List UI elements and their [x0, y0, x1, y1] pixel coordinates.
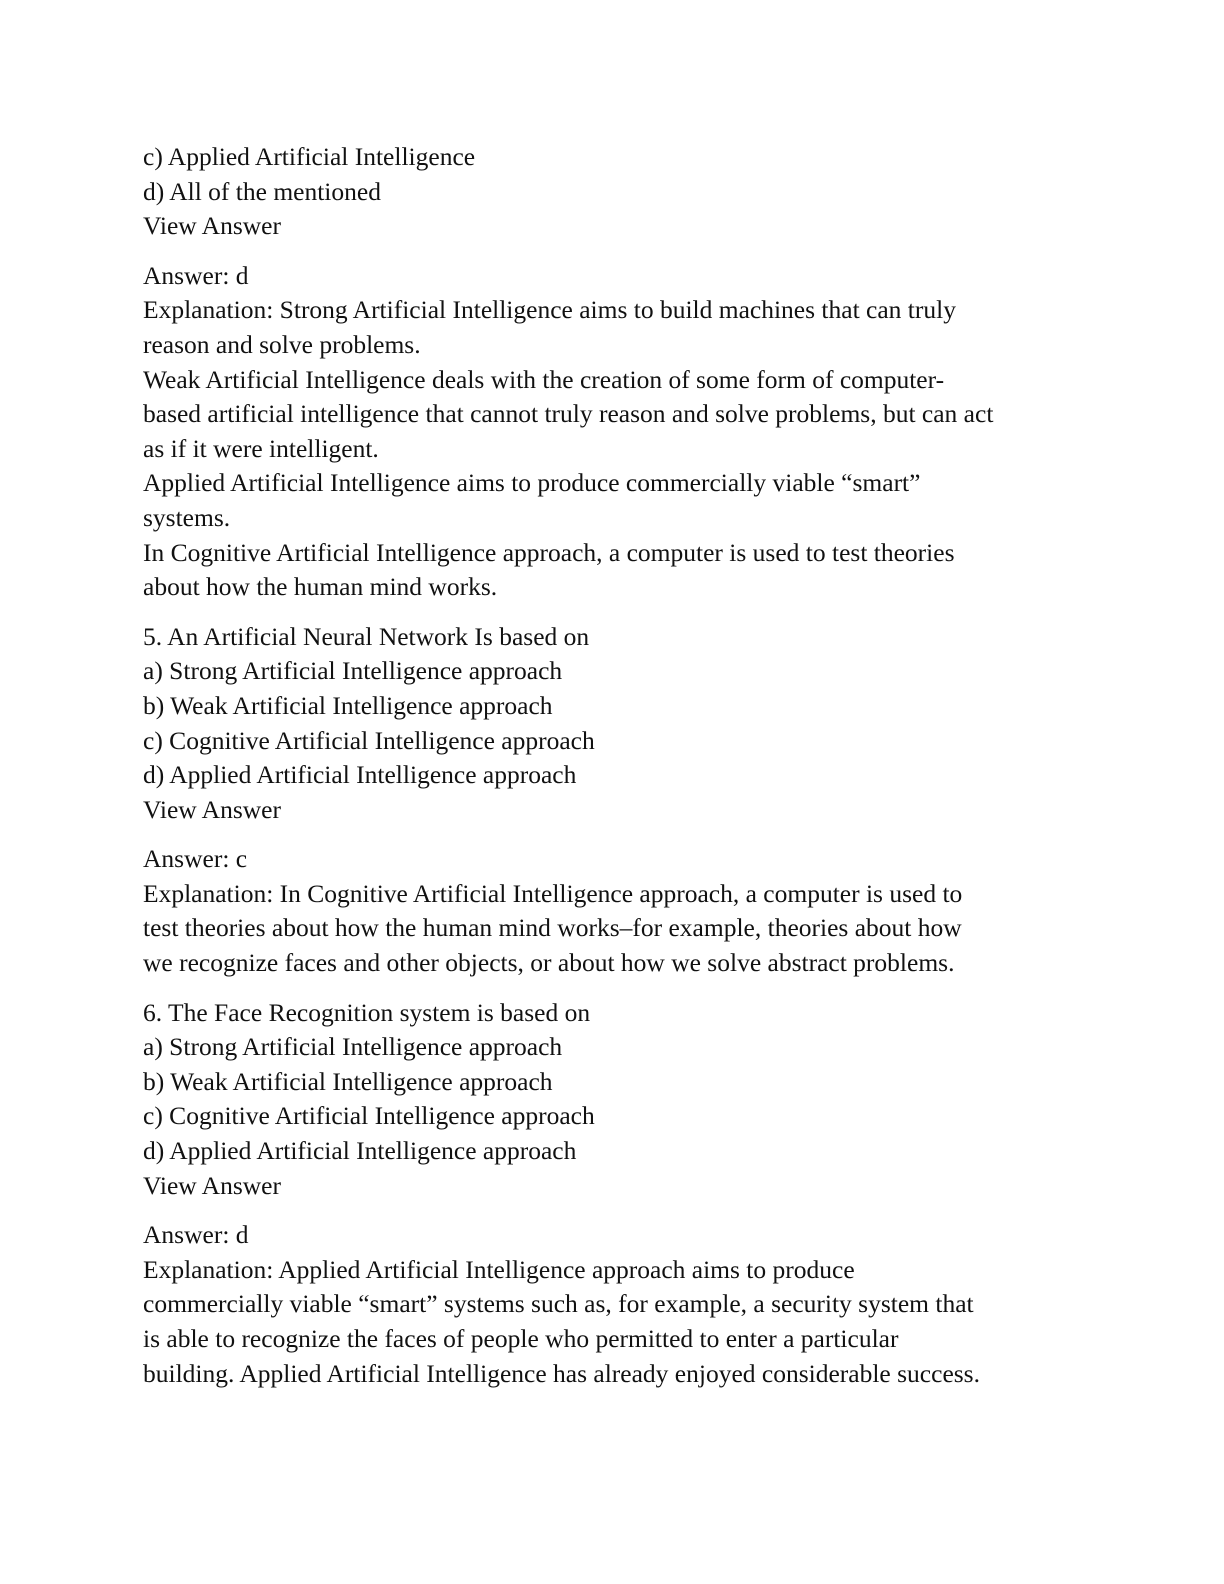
option-d: d) All of the mentioned [143, 176, 381, 206]
explanation-line: about how the human mind works. [143, 572, 498, 602]
explanation-line: reason and solve problems. [143, 329, 421, 359]
view-answer-link[interactable]: View Answer [143, 794, 281, 824]
option-a: a) Strong Artificial Intelligence approach [143, 656, 563, 686]
explanation-line: commercially viable “smart” systems such as, for example, a security system that [143, 1289, 974, 1319]
option-a: a) Strong Artificial Intelligence approach [143, 1032, 563, 1062]
explanation-line: Applied Artificial Intelligence aims to produce commercially viable “smart” [143, 468, 921, 498]
explanation-line: based artificial intelligence that cannot truly reason and solve problems, but can act [143, 399, 994, 429]
answer-text: Answer: d [143, 260, 249, 290]
explanation-line: Explanation: Applied Artificial Intelligence approach aims to produce [143, 1254, 855, 1284]
option-c: c) Cognitive Artificial Intelligence approach [143, 1101, 595, 1131]
document-page [143, 140, 1078, 1391]
explanation-line: Explanation: In Cognitive Artificial Intelligence approach, a computer is used to [143, 878, 963, 908]
question-block-6 [143, 996, 1078, 1204]
view-answer-link[interactable]: View Answer [143, 211, 281, 241]
answer-block-5 [143, 842, 1078, 980]
option-b: b) Weak Artificial Intelligence approach [143, 1066, 553, 1096]
question-block-4 [143, 140, 1078, 244]
explanation-line: Weak Artificial Intelligence deals with the creation of some form of computer- [143, 364, 945, 394]
option-d: d) Applied Artificial Intelligence approach [143, 1136, 577, 1166]
question-text: 6. The Face Recognition system is based on [143, 997, 591, 1027]
explanation-line: systems. [143, 502, 231, 532]
answer-block-4 [143, 259, 1078, 605]
explanation-line: we recognize faces and other objects, or about how we solve abstract problems. [143, 948, 955, 978]
answer-block-6 [143, 1218, 1078, 1391]
explanation-line: test theories about how the human mind works–for example, theories about how [143, 913, 962, 943]
view-answer-link[interactable]: View Answer [143, 1170, 281, 1200]
explanation-line: is able to recognize the faces of people who permitted to enter a particular [143, 1324, 899, 1353]
answer-text: Answer: c [143, 844, 248, 874]
option-c: c) Cognitive Artificial Intelligence approach [143, 725, 595, 755]
explanation-line: building. Applied Artificial Intelligence has already enjoyed considerable success. [143, 1358, 980, 1388]
explanation-line: Explanation: Strong Artificial Intelligence aims to build machines that can truly [143, 295, 956, 325]
explanation-line: In Cognitive Artificial Intelligence approach, a computer is used to test theories [143, 537, 955, 567]
question-text: 5. An Artificial Neural Network Is based on [143, 621, 590, 651]
answer-text: Answer: d [143, 1220, 249, 1250]
option-d: d) Applied Artificial Intelligence approach [143, 760, 577, 790]
question-block-5 [143, 620, 1078, 828]
explanation-line: as if it were intelligent. [143, 433, 379, 463]
option-b: b) Weak Artificial Intelligence approach [143, 690, 553, 720]
option-c: c) Applied Artificial Intelligence [143, 142, 476, 171]
